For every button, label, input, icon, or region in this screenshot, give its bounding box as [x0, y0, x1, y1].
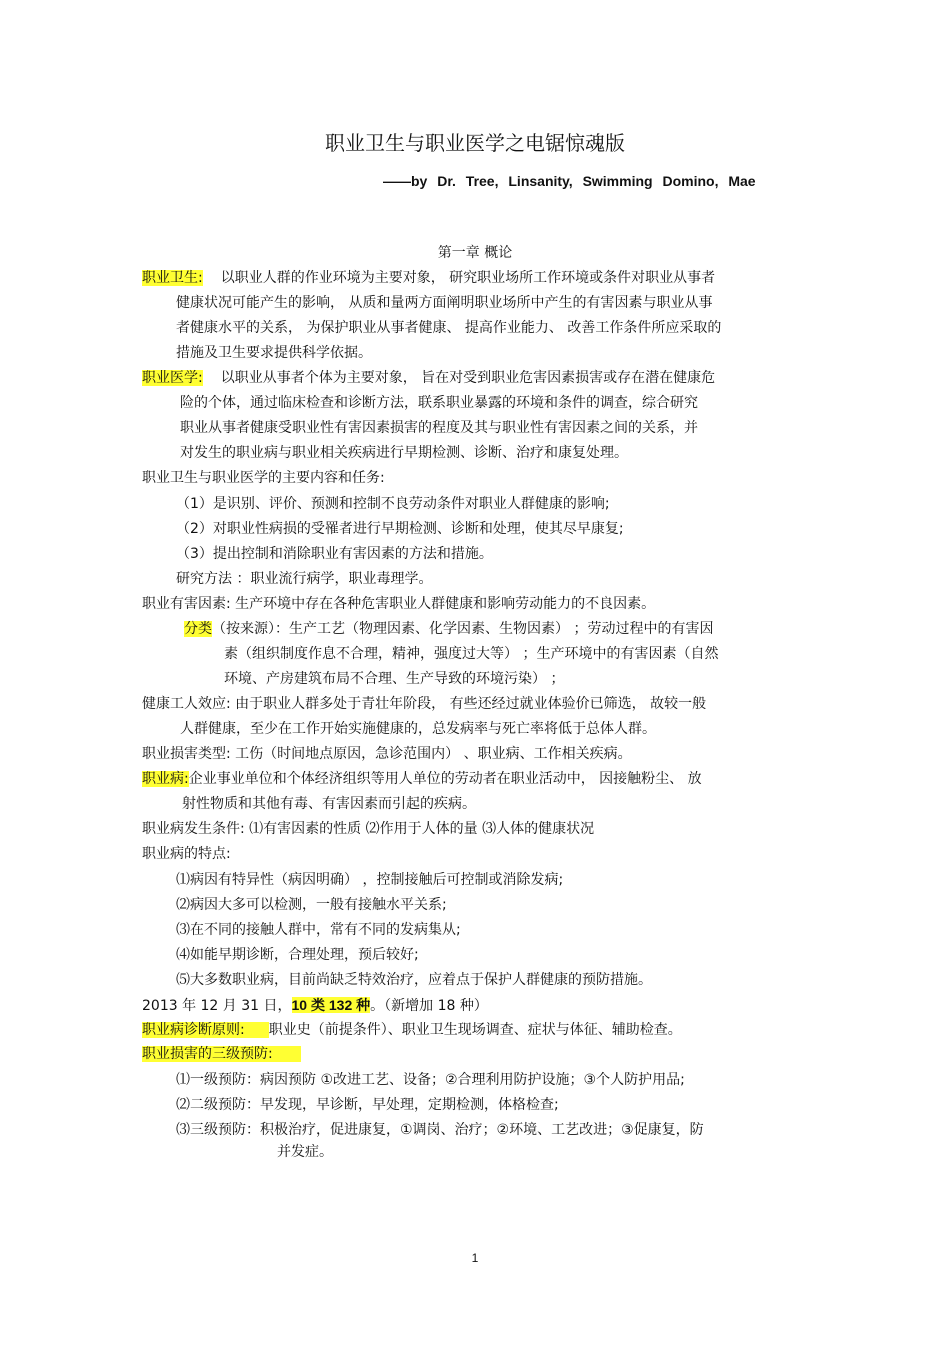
disease-count-note: 。（新增加 18 种） — [370, 998, 488, 1014]
disease-count-line — [142, 995, 488, 1016]
prevention-3: ⑶三级预防：积极治疗，促进康复，①调岗、治疗；②环境、工艺改进；③促康复，防 — [176, 1122, 704, 1138]
task-1: （1）是识别、评价、预测和控制不良劳动条件对职业人群健康的影响; — [176, 496, 610, 512]
diagnosis-term: 职业病诊断原则: — [142, 1022, 269, 1038]
hazards-definition: 职业有害因素: 生产环境中存在各种危害职业人群健康和影响劳动能力的不良因素。 — [142, 596, 656, 612]
hazards-class-text: （按来源）：生产工艺（物理因素、化学因素、生物因素） ；劳动过程中的有害因 — [212, 621, 714, 637]
feature-4: ⑷如能早期诊断，合理处理，预后较好; — [176, 947, 419, 963]
chapter-heading: 第一章 概论 — [437, 245, 513, 261]
tasks-heading: 职业卫生与职业医学的主要内容和任务: — [142, 470, 385, 486]
page-number: 1 — [471, 1251, 479, 1265]
occ-disease-line-2: 射性物质和其他有毒、有害因素而引起的疾病。 — [182, 796, 476, 812]
occ-med-term: 职业医学: — [142, 370, 203, 386]
prevention-term: 职业损害的三级预防: — [142, 1046, 301, 1062]
occ-med-line-1 — [142, 368, 715, 388]
hazards-class-line-1 — [184, 619, 713, 639]
occ-health-line-3: 者健康水平的关系， 为保护职业从事者健康、 提高作业能力、 改善工作条件所应采取的 — [176, 320, 722, 336]
disease-count-highlight: 10 类 132 种 — [291, 997, 371, 1013]
diagnosis-line — [142, 1020, 682, 1040]
damage-types: 职业损害类型: 工伤（时间地点原因，急诊范围内） 、职业病、工作相关疾病。 — [142, 746, 632, 762]
feature-2: ⑵病因大多可以检测，一般有接触水平关系; — [176, 897, 447, 913]
disease-conditions: 职业病发生条件: ⑴有害因素的性质 ⑵作用于人体的量 ⑶人体的健康状况 — [142, 821, 595, 837]
hazards-class-line-3: 环境、产房建筑布局不合理、生产导致的环境污染） ； — [224, 671, 565, 687]
disease-count-date: 2013 年 12 月 31 日， — [142, 998, 292, 1014]
feature-5: ⑸大多数职业病，目前尚缺乏特效治疗，应着点于保护人群健康的预防措施。 — [176, 972, 652, 988]
research-methods: 研究方法 ：职业流行病学，职业毒理学。 — [176, 571, 433, 587]
occ-disease-line-1 — [142, 769, 702, 789]
prevention-heading — [142, 1044, 301, 1064]
features-heading: 职业病的特点: — [142, 846, 231, 862]
prevention-2: ⑵二级预防：早发现，早诊断，早处理，定期检测，体格检查; — [176, 1097, 559, 1113]
occ-health-line-1 — [142, 268, 715, 288]
occ-health-line-2: 健康状况可能产生的影响， 从质和量两方面阐明职业场所中产生的有害因素与职业从事 — [176, 295, 713, 311]
task-3: （3）提出控制和消除职业有害因素的方法和措施。 — [176, 546, 493, 562]
prevention-3-cont: 并发症。 — [277, 1144, 333, 1160]
occ-med-line-4: 对发生的职业病与职业相关疾病进行早期检测、诊断、治疗和康复处理。 — [180, 445, 628, 461]
occ-med-line-3: 职业从事者健康受职业性有害因素损害的程度及其与职业性有害因素之间的关系，并 — [180, 420, 698, 436]
feature-1: ⑴病因有特异性（病因明确） ，控制接触后可控制或消除发病; — [176, 872, 564, 888]
document-title: 职业卫生与职业医学之电锯惊魂版 — [325, 131, 625, 155]
healthy-worker-line-2: 人群健康，至少在工作开始实施健康的，总发病率与死亡率将低于总体人群。 — [180, 721, 656, 737]
healthy-worker-line-1: 健康工人效应: 由于职业人群多处于青壮年阶段， 有些还经过就业体验价已筛选， 故较一般 — [142, 696, 707, 712]
occ-health-line-4: 措施及卫生要求提供科学依据。 — [176, 345, 372, 361]
byline: ——by Dr. Tree, Linsanity, Swimming Domino, Mae — [383, 173, 756, 189]
occ-disease-term: 职业病: — [142, 771, 189, 787]
diagnosis-text: 职业史（前提条件）、职业卫生现场调查、症状与体征、辅助检查。 — [268, 1022, 682, 1038]
occ-disease-text: 企业事业单位和个体经济组织等用人单位的劳动者在职业活动中， 因接触粉尘、 放 — [188, 771, 702, 787]
prevention-1: ⑴一级预防：病因预防 ①改进工艺、设备；②合理利用防护设施；③个人防护用品; — [176, 1072, 685, 1088]
occ-health-term: 职业卫生: — [142, 270, 203, 286]
occ-med-line-2: 险的个体，通过临床检查和诊断方法，联系职业暴露的环境和条件的调查，综合研究 — [180, 395, 698, 411]
task-2: （2）对职业性病损的受罹者进行早期检测、诊断和处理，使其尽早康复; — [176, 521, 624, 537]
feature-3: ⑶在不同的接触人群中，常有不同的发病集从; — [176, 922, 461, 938]
occ-health-text: 以职业人群的作业环境为主要对象， 研究职业场所工作环境或条件对职业从事者 — [220, 270, 716, 286]
hazards-class-line-2: 素（组织制度作息不合理，精神，强度过大等） ；生产环境中的有害因素（自然 — [224, 646, 719, 662]
hazards-class-term: 分类 — [184, 621, 212, 637]
occ-med-text: 以职业从事者个体为主要对象， 旨在对受到职业危害因素损害或存在潜在健康危 — [220, 370, 716, 386]
